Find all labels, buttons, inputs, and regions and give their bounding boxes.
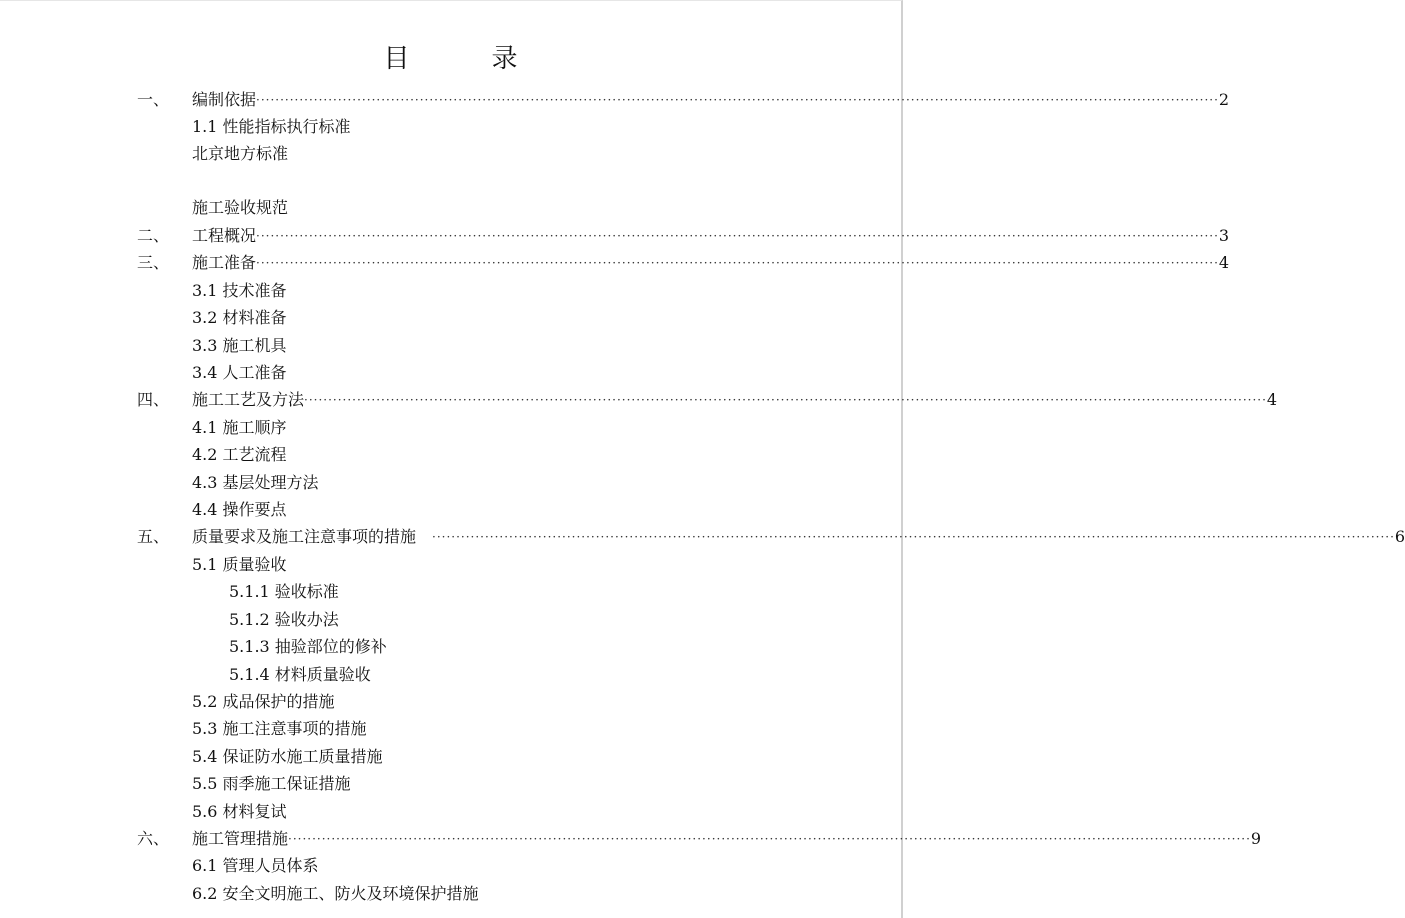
toc-subentry-label: 施工验收规范 bbox=[192, 198, 289, 217]
toc-entry-leader-line bbox=[192, 387, 1278, 413]
toc-subentry-label: 1.1 性能指标执行标准 bbox=[192, 117, 351, 136]
toc-entry-number: 五、 bbox=[137, 527, 170, 546]
toc-entry-page-number: 2 bbox=[1218, 90, 1230, 109]
toc-entry bbox=[0, 415, 903, 441]
toc-subsubentry-label: 5.1.4 材料质量验收 bbox=[229, 665, 371, 684]
toc-entry-number: 一、 bbox=[137, 90, 170, 109]
toc-subentry-label: 5.4 保证防水施工质量措施 bbox=[192, 747, 383, 766]
toc-entry bbox=[0, 305, 903, 331]
toc-subsubentry-label: 5.1.3 抽验部位的修补 bbox=[229, 637, 387, 656]
toc-entry bbox=[0, 497, 903, 523]
toc-entry-leader-line bbox=[192, 826, 1262, 852]
toc-subsubentry-label: 5.1.2 验收办法 bbox=[229, 610, 339, 629]
toc-entry bbox=[0, 524, 1405, 550]
toc-entry bbox=[0, 634, 903, 660]
toc-subentry-label: 6.1 管理人员体系 bbox=[192, 856, 319, 875]
toc-entry bbox=[0, 771, 903, 797]
toc-entry-label: 施工工艺及方法 bbox=[192, 390, 305, 409]
toc-dot-leader: ········································································································································································································ bbox=[304, 393, 1267, 407]
toc-entry bbox=[0, 552, 903, 578]
toc-dot-leader: ········································································································································································································ bbox=[256, 229, 1219, 243]
toc-entry-leader-line bbox=[192, 250, 1230, 276]
toc-subentry-label: 5.1 质量验收 bbox=[192, 555, 287, 574]
toc-subentry-label: 4.4 操作要点 bbox=[192, 500, 287, 519]
toc-subentry-label: 3.2 材料准备 bbox=[192, 308, 287, 327]
toc-entry-number: 二、 bbox=[137, 226, 170, 245]
toc-entry bbox=[0, 799, 903, 825]
toc-entry-label: 工程概况 bbox=[192, 226, 257, 245]
toc-dot-leader: ········································································································································································································ bbox=[256, 93, 1219, 107]
toc-entry bbox=[0, 853, 903, 879]
toc-subentry-label: 5.6 材料复试 bbox=[192, 802, 287, 821]
toc-entry bbox=[0, 195, 903, 221]
toc-entry bbox=[0, 826, 1262, 852]
toc-entry-leader-line bbox=[192, 223, 1230, 249]
toc-subentry-label: 3.3 施工机具 bbox=[192, 336, 287, 355]
toc-entry-number: 四、 bbox=[137, 390, 170, 409]
toc-entry bbox=[0, 442, 903, 468]
toc-entry bbox=[0, 744, 903, 770]
toc-entry bbox=[0, 470, 903, 496]
toc-entry-leader-line bbox=[192, 524, 1405, 550]
toc-entry-page-number: 9 bbox=[1250, 829, 1262, 848]
toc-entry-page-number: 4 bbox=[1266, 390, 1278, 409]
toc-subentry-label: 6.2 安全文明施工、防火及环境保护措施 bbox=[192, 884, 479, 903]
toc-subentry-label: 3.4 人工准备 bbox=[192, 363, 287, 382]
toc-subentry-label: 北京地方标准 bbox=[192, 144, 289, 163]
toc-entry bbox=[0, 250, 1230, 276]
toc-subentry-label: 5.3 施工注意事项的措施 bbox=[192, 719, 367, 738]
toc-subentry-label: 5.2 成品保护的措施 bbox=[192, 692, 335, 711]
toc-dot-leader: ········································································································································································································ bbox=[432, 530, 1395, 544]
toc-entry-number: 六、 bbox=[137, 829, 170, 848]
toc-dot-leader: ········································································································································································································ bbox=[256, 256, 1219, 270]
toc-entry-page-number: 3 bbox=[1218, 226, 1230, 245]
toc-entry bbox=[0, 387, 1278, 413]
toc-entry-number: 三、 bbox=[137, 253, 170, 272]
toc-entry-label: 施工准备 bbox=[192, 253, 257, 272]
toc-entry-label: 施工管理措施 bbox=[192, 829, 289, 848]
toc-title-char-2: 录 bbox=[491, 44, 520, 74]
toc-subentry-label: 3.1 技术准备 bbox=[192, 281, 287, 300]
toc-entry bbox=[0, 716, 903, 742]
toc-entry bbox=[0, 141, 903, 167]
toc-entry-label: 编制依据 bbox=[192, 90, 257, 109]
toc-subentry-label: 4.2 工艺流程 bbox=[192, 445, 287, 464]
toc-entry bbox=[0, 881, 903, 907]
toc-entry bbox=[0, 662, 903, 688]
toc-entry bbox=[0, 114, 903, 140]
toc-subentry-label: 5.5 雨季施工保证措施 bbox=[192, 774, 351, 793]
toc-entry-page-number: 4 bbox=[1218, 253, 1230, 272]
toc-subsubentry-label: 5.1.1 验收标准 bbox=[229, 582, 339, 601]
toc-entry-page-number: 6 bbox=[1394, 527, 1405, 546]
toc-entry bbox=[0, 607, 903, 633]
toc-entry-leader-line bbox=[192, 87, 1230, 113]
toc-entry-label: 质量要求及施工注意事项的措施 bbox=[192, 527, 433, 546]
toc-title-char-1: 目 bbox=[383, 44, 412, 74]
toc-title bbox=[0, 41, 903, 77]
toc-entry bbox=[0, 87, 1230, 113]
toc-entry bbox=[0, 223, 1230, 249]
toc-dot-leader: ········································································································································································································ bbox=[288, 832, 1251, 846]
toc-subentry-label: 4.1 施工顺序 bbox=[192, 418, 287, 437]
toc-entry bbox=[0, 579, 903, 605]
toc-entry bbox=[0, 689, 903, 715]
toc-entry bbox=[0, 278, 903, 304]
toc-subentry-label: 4.3 基层处理方法 bbox=[192, 473, 319, 492]
toc-entry bbox=[0, 360, 903, 386]
toc-entry bbox=[0, 333, 903, 359]
